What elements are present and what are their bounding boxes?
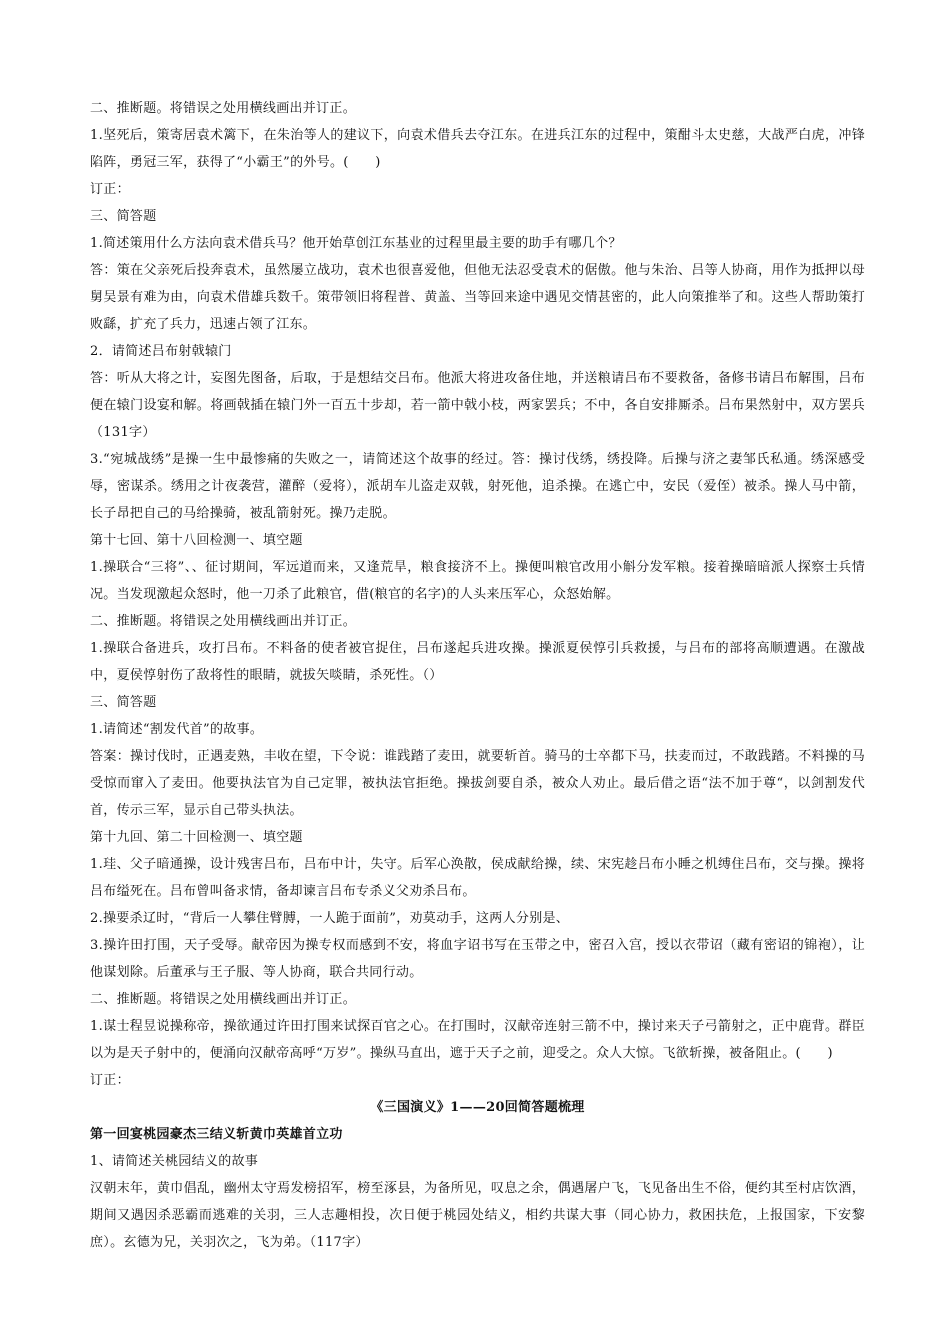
question-paragraph: 1.坚死后，策寄居袁术篱下，在朱治等人的建议下，向袁术借兵去夺江东。在进兵江东的过程中，策酣斗太史慈，大战严白虎，冲锋陷阵，勇冠三军，获得了“小霸王”的外号。( ) bbox=[90, 128, 865, 170]
question-paragraph: 1.操联合备进兵，攻打吕布。不料备的使者被官捉住，吕布遂起兵进攻操。操派夏侯惇引兵救援，与吕布的部将高顺遭遇。在激战中，夏侯惇射伤了敌将性的眼睛，就拔矢啖睛，杀死性。（） bbox=[90, 641, 865, 683]
answer-paragraph: 答：听从大将之计，妄图先图备，后取，于是想结交吕布。他派大将进攻备住地，并送粮请吕布不要救备，备修书请吕布解围，吕布便在辕门设宴和解。将画戟插在辕门外一百五十步却，若一箭中戟小枝，两家罢兵；不中，各自安排厮杀。吕布果然射中，双方罢兵（131字） bbox=[90, 371, 865, 440]
section-heading: 二、推断题。将错误之处用横线画出并订正。 bbox=[90, 992, 357, 1007]
question-paragraph: 1.谋士程昱说操称帝，操欲通过许田打围来试探百官之心。在打围时，汉献帝连射三箭不中，操讨来天子弓箭射之，正中鹿背。群臣以为是天子射中的，便涌向汉献帝高呼“万岁”。操纵马直出，遮于天子之前，迎受之。众人大惊。飞欲斩操，被备阻止。( ) bbox=[90, 1019, 865, 1061]
question-paragraph: 1.简述策用什么方法向袁术借兵马？他开始草创江东基业的过程里最主要的助手有哪几个？ bbox=[90, 236, 622, 251]
section-heading: 二、推断题。将错误之处用横线画出并订正。 bbox=[90, 614, 357, 629]
answer-paragraph: 汉朝末年，黄巾倡乱，幽州太守焉发榜招军，榜至涿县，为备所见，叹息之余，偶遇屠户飞，飞见备出生不俗，便约其至村店饮酒，期间又遇因杀恶霸而逃难的关羽，三人志趣相投，次日便于桃园处结义，相约共谋大事（同心协力，救困扶危，上报国家，下安黎庶）。玄德为兄，关羽次之，飞为弟。（117字） bbox=[90, 1181, 865, 1250]
answer-paragraph: 答：策在父亲死后投奔袁术，虽然屡立战功，袁术也很喜爱他，但他无法忍受袁术的倨傲。他与朱治、吕等人协商，用作为抵押以母舅吴景有难为由，向袁术借雄兵数千。策带领旧将程普、黄盖、当等回来途中遇见交情甚密的，此人向策推举了和。这些人帮助策打败繇，扩充了兵力，迅速占领了江东。 bbox=[90, 263, 865, 332]
chapter-heading: 第一回宴桃园豪杰三结义斩黄巾英雄首立功 bbox=[90, 1127, 343, 1142]
question-paragraph: 2.操要杀辽时，“背后一人攀住臂膊，一人跪于面前”，劝莫动手，这两人分别是、 bbox=[90, 911, 570, 926]
question-paragraph: 2．请简述吕布射戟辕门 bbox=[90, 344, 232, 359]
section-heading: 二、推断题。将错误之处用横线画出并订正。 bbox=[90, 101, 357, 116]
section-heading: 三、简答题 bbox=[90, 209, 157, 224]
question-paragraph: 1.请简述“割发代首”的故事。 bbox=[90, 722, 264, 737]
question-paragraph: 1、请简述关桃园结义的故事 bbox=[90, 1154, 259, 1169]
answer-paragraph: 答案：操讨伐时，正遇麦熟，丰收在望，下令说：谁践踏了麦田，就要斩首。骑马的士卒都下马，扶麦而过，不敢践踏。不料操的马受惊而窜入了麦田。他要执法官为自己定罪，被执法官拒绝。操拔剑要自杀，被众人劝止。最后借之语“法不加于尊“，以剑割发代首，传示三军，显示自己带头执法。 bbox=[90, 749, 865, 818]
document-body bbox=[90, 95, 865, 1256]
question-paragraph: 3.“宛城战绣”是操一生中最惨痛的失败之一，请简述这个故事的经过。答：操讨伐绣，绣投降。后操与济之妻邹氏私通。绣深感受辱，密谋杀。绣用之计夜袭营，灌醉（爱将），派胡车儿盗走双戟，射死他，追杀操。在逃亡中，安民（爱侄）被杀。操人马中箭，长子昂把自己的马给操骑，被乱箭射死。操乃走脱。 bbox=[90, 452, 865, 521]
question-paragraph: 1.珪、父子暗通操，设计残害吕布，吕布中计，失守。后军心涣散，侯成献给操，续、宋宪趁吕布小睡之机缚住吕布，交与操。操将吕布缢死在。吕布曾叫备求情，备却谏言吕布专杀义父劝杀吕布。 bbox=[90, 857, 865, 899]
section-heading: 三、简答题 bbox=[90, 695, 157, 710]
section-heading: 第十九回、第二十回检测一、填空题 bbox=[90, 830, 303, 845]
correction-label: 订正： bbox=[90, 182, 130, 197]
document-title: 《三国演义》1——20回简答题梳理 bbox=[370, 1100, 585, 1115]
question-paragraph: 1.操联合“三将”、、征讨期间，军远道而来，又逢荒旱，粮食接济不上。操便叫粮官改用小斛分发军粮。接着操暗暗派人探察士兵情况。当发现激起众怒时，他一刀杀了此粮官，借(粮官的名字)的人头来压军心，众怒始解。 bbox=[90, 560, 865, 602]
correction-label: 订正： bbox=[90, 1073, 130, 1088]
question-paragraph: 3.操许田打围，天子受辱。献帝因为操专权而感到不安，将血字诏书写在玉带之中，密召入宫，授以衣带诏（藏有密诏的锦袍），让他谋划除。后董承与王子服、等人协商，联合共同行动。 bbox=[90, 938, 865, 980]
section-heading: 第十七回、第十八回检测一、填空题 bbox=[90, 533, 303, 548]
